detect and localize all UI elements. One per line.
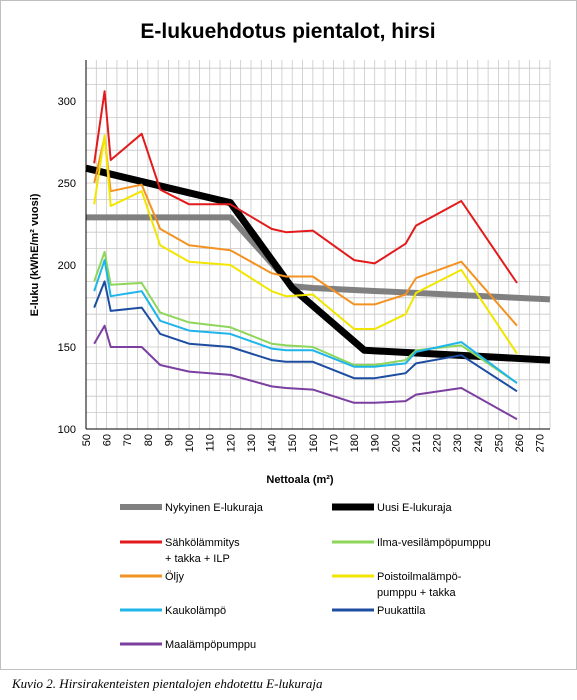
figure-caption: Kuvio 2. Hirsirakenteisten pientalojen ehdotettu E-lukuraja: [12, 676, 323, 691]
x-tick-label: 60: [101, 434, 114, 447]
y-tick-label: 150: [57, 342, 76, 354]
y-tick-label: 100: [57, 424, 76, 436]
x-tick-label: 180: [349, 434, 362, 453]
x-tick-label: 110: [204, 434, 217, 452]
legend-label: + takka + ILP: [165, 553, 230, 565]
legend-label: Poistoilmalämpö-: [377, 571, 462, 583]
legend-label: Sähkölämmitys: [165, 537, 240, 549]
x-tick-label: 250: [493, 434, 506, 453]
x-tick-label: 100: [184, 434, 197, 453]
x-tick-label: 50: [81, 434, 93, 447]
x-tick-label: 170: [328, 434, 341, 453]
x-tick-label: 90: [163, 434, 176, 447]
x-tick-label: 160: [307, 434, 320, 453]
x-tick-label: 80: [142, 434, 155, 447]
y-tick-label: 250: [57, 178, 76, 190]
x-tick-label: 240: [472, 434, 485, 453]
x-tick-label: 220: [431, 434, 444, 453]
y-tick-label: 300: [57, 96, 76, 108]
x-tick-label: 190: [369, 434, 382, 453]
legend-label: pumppu + takka: [377, 587, 456, 599]
x-tick-label: 210: [410, 434, 423, 453]
legend-label: Ilma-vesilämpöpumppu: [377, 537, 491, 549]
x-tick-label: 200: [390, 434, 403, 453]
x-tick-label: 230: [452, 434, 465, 453]
x-tick-label: 120: [225, 434, 238, 453]
chart-title: E-lukuehdotus pientalot, hirsi: [140, 20, 436, 43]
x-tick-label: 130: [245, 434, 258, 453]
x-tick-label: 270: [534, 434, 547, 453]
legend-label: Uusi E-lukuraja: [377, 502, 452, 514]
x-tick-label: 150: [287, 434, 300, 453]
legend-label: Puukattila: [377, 605, 426, 617]
x-tick-label: 70: [122, 434, 135, 447]
x-axis-label: Nettoala (m²): [266, 474, 334, 486]
legend-label: Kaukolämpö: [165, 605, 227, 617]
legend-label: Öljy: [165, 571, 184, 583]
x-tick-label: 260: [514, 434, 527, 453]
legend-label: Nykyinen E-lukuraja: [165, 502, 263, 514]
y-tick-label: 200: [57, 260, 76, 272]
x-tick-label: 140: [266, 434, 279, 453]
y-axis-label: E-luku (kWhE/m² vuosi): [29, 193, 41, 317]
legend-label: Maalämpöpumppu: [165, 639, 257, 651]
